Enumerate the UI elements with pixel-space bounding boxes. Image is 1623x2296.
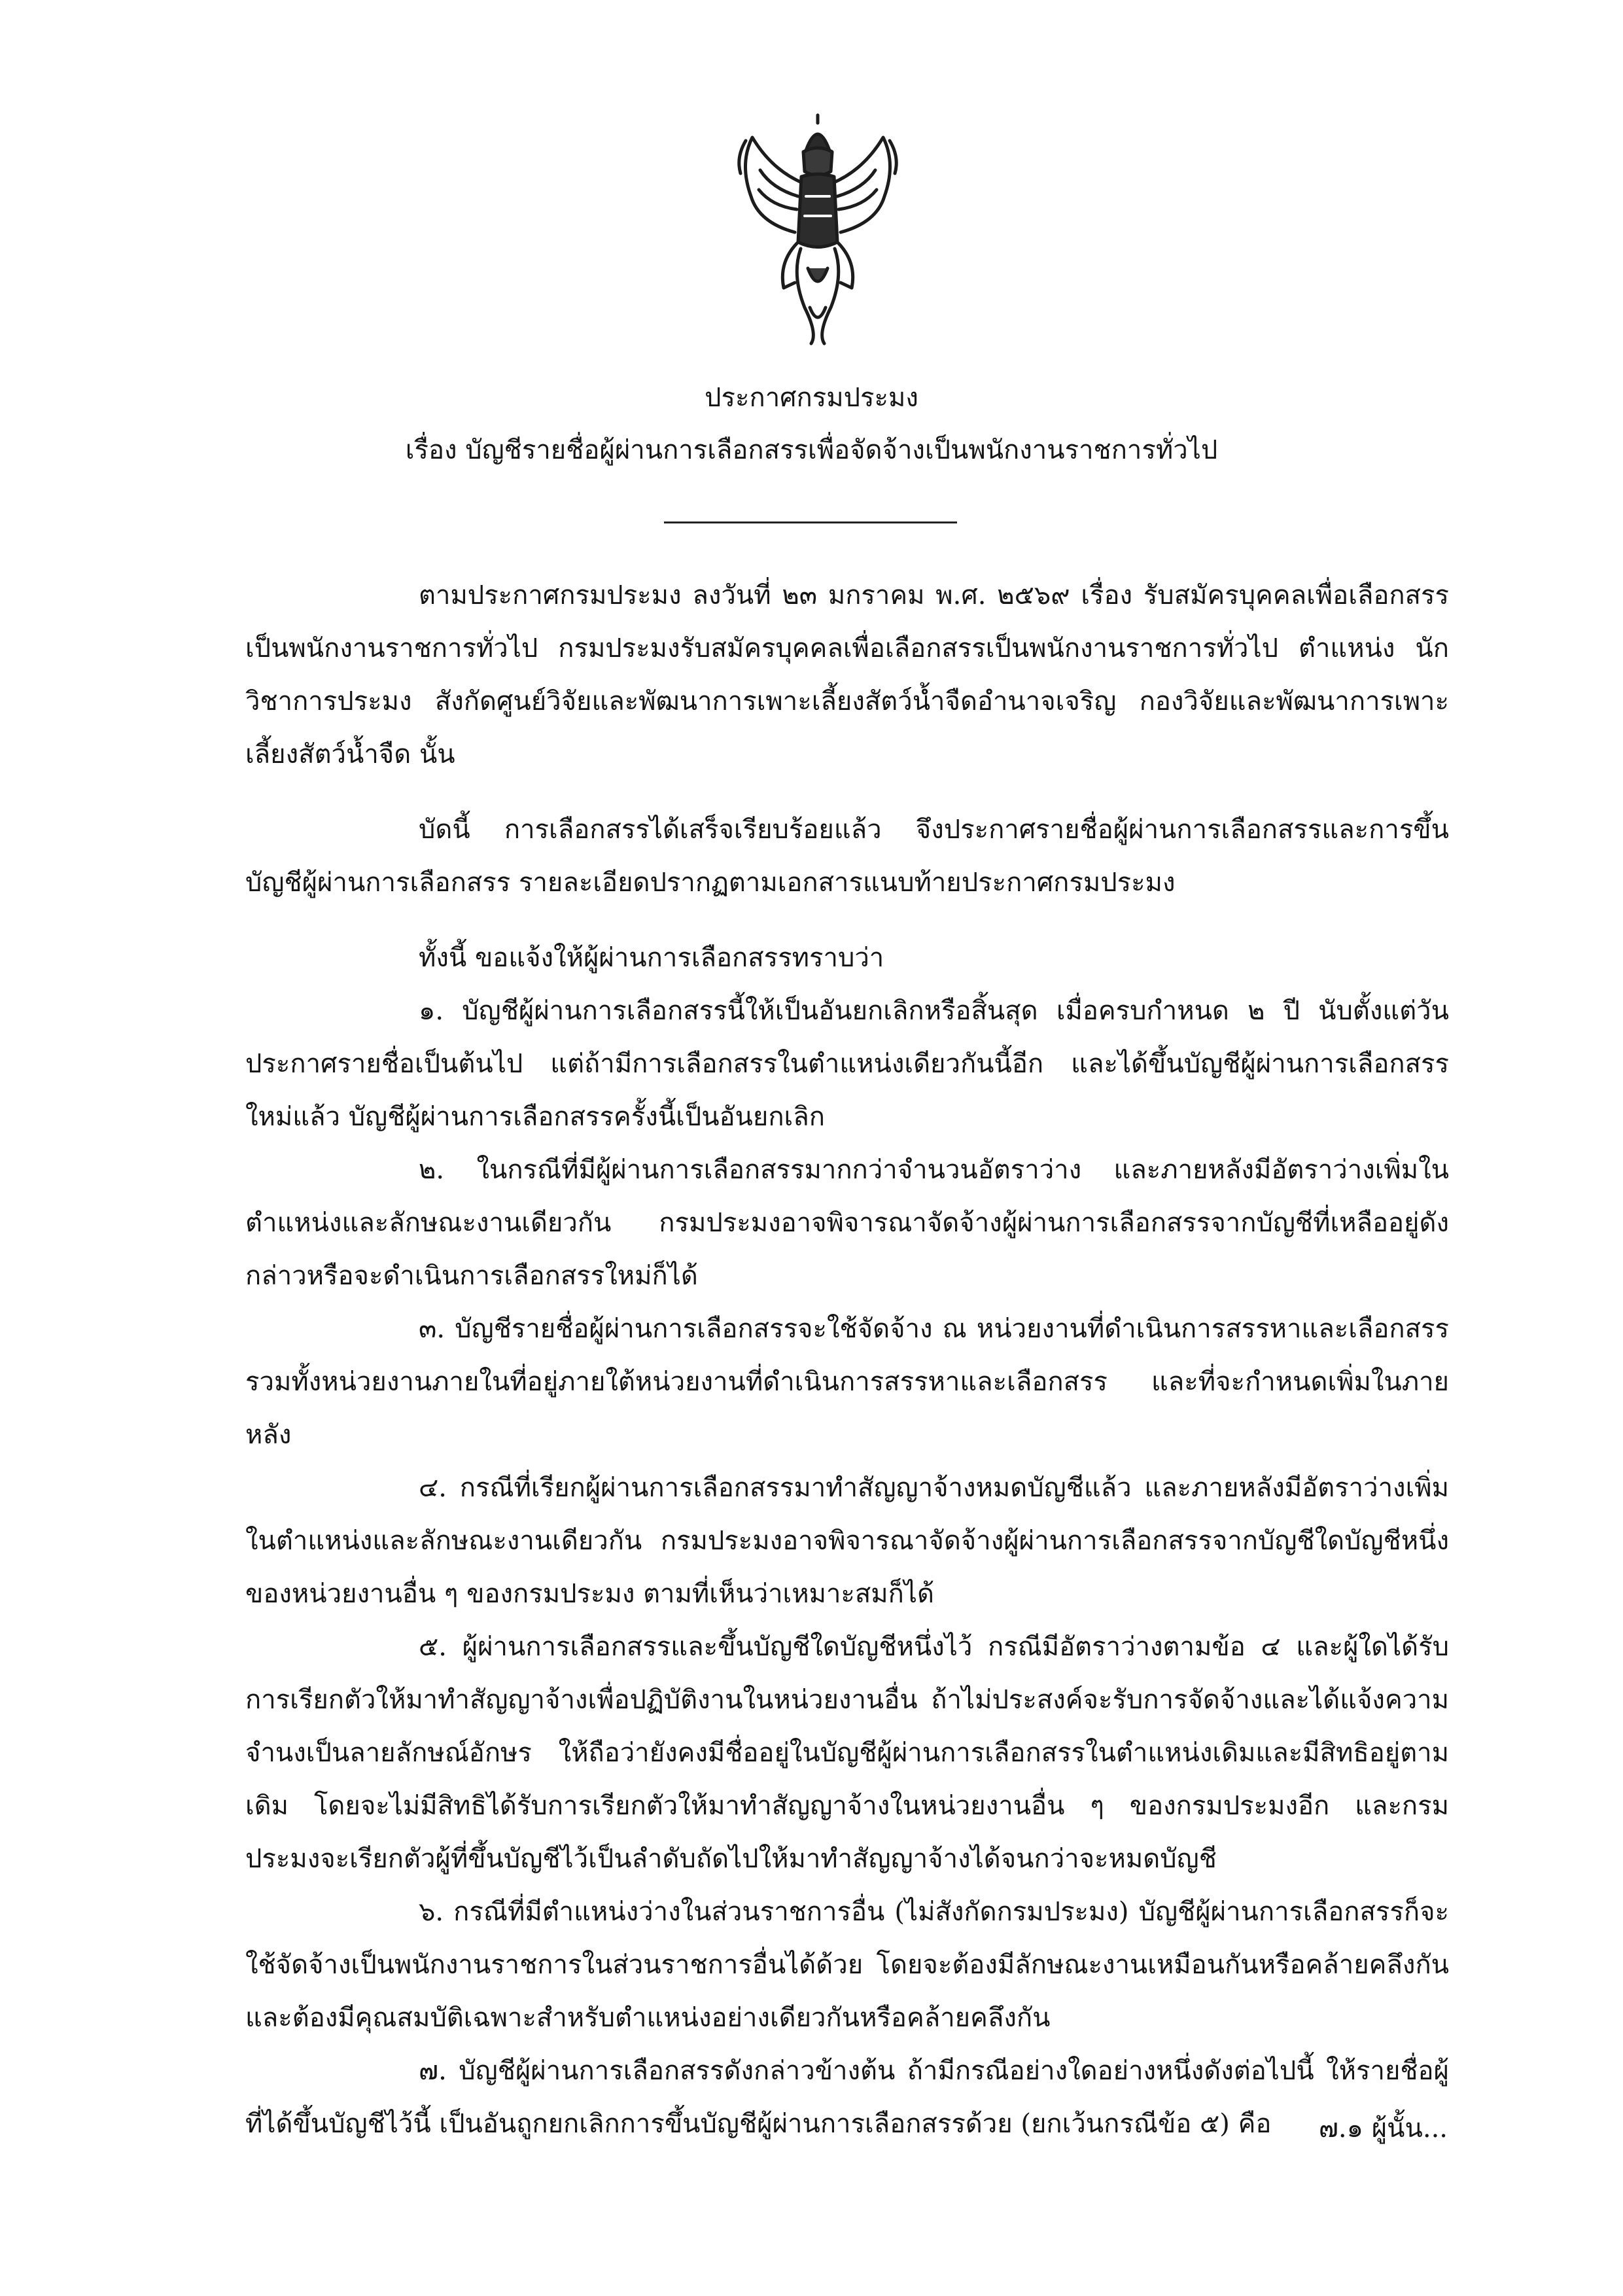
subject-title: เรื่อง บัญชีรายชื่อผู้ผ่านการเลือกสรรเพื่อจัดจ้างเป็นพนักงานราชการทั่วไป bbox=[405, 435, 1218, 465]
issuer-title: ประกาศกรมประมง bbox=[705, 383, 918, 413]
item-7: ๗. บัญชีผู้ผ่านการเลือกสรรดังกล่าวข้างต้น ถ้ามีกรณีอย่างใดอย่างหนึ่งดังต่อไปนี้ ให้รายชื่อผู้ที่ได้ขึ้นบัญชีไว้นี้ เป็นอันถูกยกเลิกการขึ้นบัญชีผู้ผ่านการเลือกสรรด้วย (ยกเว้นกรณีข้อ ๕) คือ bbox=[245, 2056, 1449, 2139]
item-1: ๑. บัญชีผู้ผ่านการเลือกสรรนี้ให้เป็นอันยกเลิกหรือสิ้นสุด เมื่อครบกำหนด ๒ ปี นับตั้งแต่วันประกาศรายชื่อเป็นต้นไป แต่ถ้ามีการเลือกสรรในตำแหน่งเดียวกันนี้อีก และได้ขึ้นบัญชีผู้ผ่านการเลือกสรรใหม่แล้ว บัญชีผู้ผ่านการเลือกสรรครั้งนี้เป็นอันยกเลิก bbox=[245, 996, 1449, 1132]
document-body bbox=[245, 569, 1449, 2151]
item-3: ๓. บัญชีรายชื่อผู้ผ่านการเลือกสรรจะใช้จัดจ้าง ณ หน่วยงานที่ดำเนินการสรรหาและเลือกสรร รวมทั้งหน่วยงานภายในที่อยู่ภายใต้หน่วยงานที่ดำเนินการสรรหาและเลือกสรร และที่จะกำหนดเพิ่มในภายหลัง bbox=[245, 1314, 1449, 1450]
garuda-emblem bbox=[733, 111, 903, 347]
title-divider bbox=[664, 521, 957, 523]
page-continuation: ๗.๑ ผู้นั้น... bbox=[1318, 2113, 1448, 2144]
item-5: ๕. ผู้ผ่านการเลือกสรรและขึ้นบัญชีใดบัญชีหนึ่งไว้ กรณีมีอัตราว่างตามข้อ ๔ และผู้ใดได้รับการเรียกตัวให้มาทำสัญญาจ้างเพื่อปฏิบัติงานในหน่วยงานอื่น ถ้าไม่ประสงค์จะรับการจัดจ้างและได้แจ้งความจำนงเป็นลายลักษณ์อักษร ให้ถือว่ายังคงมีชื่ออยู่ในบัญชีผู้ผ่านการเลือกสรรในตำแหน่งเดิมและมีสิทธิอยู่ตามเดิม โดยจะไม่มีสิทธิได้รับการเรียกตัวให้มาทำสัญญาจ้างในหน่วยงานอื่น ๆ ของกรมประมงอีก และกรมประมงจะเรียกตัวผู้ที่ขึ้นบัญชีไว้เป็นลำดับถัดไปให้มาทำสัญญาจ้างได้จนกว่าจะหมดบัญชี bbox=[245, 1632, 1449, 1874]
announcement-paragraph: บัดนี้ การเลือกสรรได้เสร็จเรียบร้อยแล้ว จึงประกาศรายชื่อผู้ผ่านการเลือกสรรและการขึ้นบัญชีผู้ผ่านการเลือกสรร รายละเอียดปรากฏตามเอกสารแนบท้ายประกาศกรมประมง bbox=[245, 815, 1449, 898]
intro-paragraph: ตามประกาศกรมประมง ลงวันที่ ๒๓ มกราคม พ.ศ. ๒๕๖๙ เรื่อง รับสมัครบุคคลเพื่อเลือกสรรเป็นพนักงานราชการทั่วไป กรมประมงรับสมัครบุคคลเพื่อเลือกสรรเป็นพนักงานราชการทั่วไป ตำแหน่ง นักวิชาการประมง สังกัดศูนย์วิจัยและพัฒนาการเพาะเลี้ยงสัตว์น้ำจืดอำนาจเจริญ กองวิจัยและพัฒนาการเพาะเลี้ยงสัตว์น้ำจืด นั้น bbox=[245, 580, 1449, 769]
item-4: ๔. กรณีที่เรียกผู้ผ่านการเลือกสรรมาทำสัญญาจ้างหมดบัญชีแล้ว และภายหลังมีอัตราว่างเพิ่มในตำแหน่งและลักษณะงานเดียวกัน กรมประมงอาจพิจารณาจัดจ้างผู้ผ่านการเลือกสรรจากบัญชีใดบัญชีหนึ่งของหน่วยงานอื่น ๆ ของกรมประมง ตามที่เห็นว่าเหมาะสมก็ได้ bbox=[245, 1473, 1449, 1609]
item-6: ๖. กรณีที่มีตำแหน่งว่างในส่วนราชการอื่น (ไม่สังกัดกรมประมง) บัญชีผู้ผ่านการเลือกสรรก็จะใช้จัดจ้างเป็นพนักงานราชการในส่วนราชการอื่นได้ด้วย โดยจะต้องมีลักษณะงานเหมือนกันหรือคล้ายคลึงกันและต้องมีคุณสมบัติเฉพาะสำหรับตำแหน่งอย่างเดียวกันหรือคล้ายคลึงกัน bbox=[245, 1897, 1449, 2033]
item-2: ๒. ในกรณีที่มีผู้ผ่านการเลือกสรรมากกว่าจำนวนอัตราว่าง และภายหลังมีอัตราว่างเพิ่มในตำแหน่งและลักษณะงานเดียวกัน กรมประมงอาจพิจารณาจัดจ้างผู้ผ่านการเลือกสรรจากบัญชีที่เหลืออยู่ดังกล่าวหรือจะดำเนินการเลือกสรรใหม่ก็ได้ bbox=[245, 1155, 1449, 1291]
notice-paragraph: ทั้งนี้ ขอแจ้งให้ผู้ผ่านการเลือกสรรทราบว่า bbox=[419, 943, 884, 973]
